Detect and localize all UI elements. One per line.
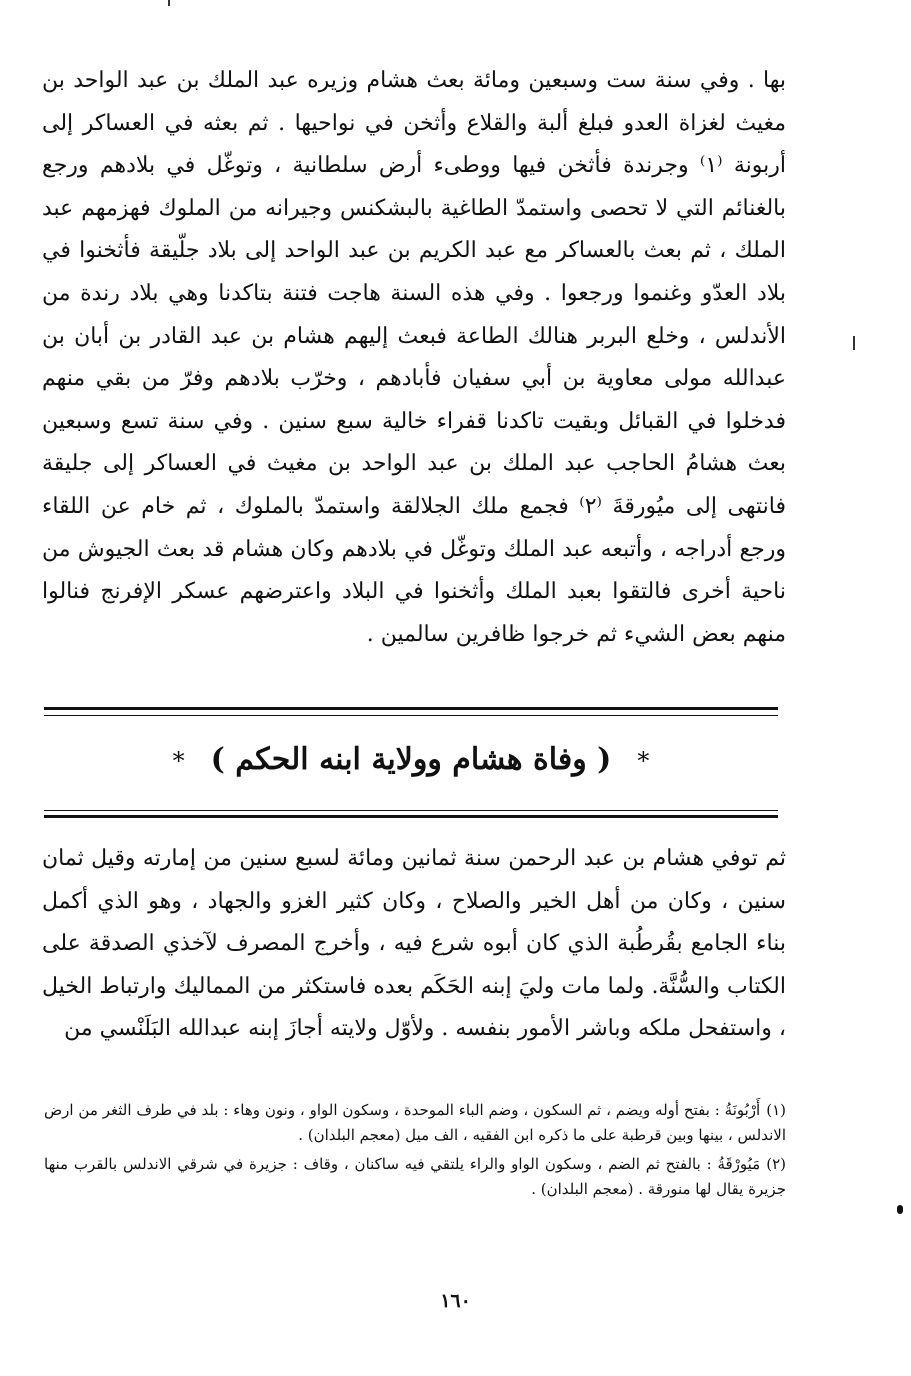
footnote-1	[44, 1098, 786, 1148]
heading-star-right: *	[637, 747, 650, 775]
heading-bottom-rule-thin	[44, 810, 778, 811]
heading-top-rule-thick	[44, 707, 778, 710]
footnote-2	[44, 1152, 786, 1202]
footnotes	[44, 1098, 786, 1206]
heading-bottom-rule-thick	[44, 815, 778, 818]
scan-dot-edge	[897, 1205, 903, 1214]
footnote-2-mark: (٢)	[766, 1155, 786, 1173]
body-paragraph-2: ثم توفي هشام بن عبد الرحمن سنة ثمانين ومائة لسبع سنين من إمارته وقيل ثمان سنين ، وكان من أهل الخير والصلاح ، وكان كثير الغزو والجهاد ، وهو الذي أكمل بناء الجامع بقُرطُبة الذي كان أبوه شرع فيه ، وأخرج المصرف لآخذي الصدقة على الكتاب والسُّنَّة. ولما مات وليَ إبنه الحَكَم بعده فاستكثر من المماليك وارتباط الخيل ، واستفحل ملكه وباشر الأمور بنفسه . ولأوّل ولايته أجازَ إبنه عبدالله البَلَنْسي من	[42, 846, 786, 1042]
footnote-1-text: أَرْبُونَةُ : بفتح أوله ويضم ، ثم السكون ، وضم الباء الموحدة ، وسكون الواو ، ونون وهاء : بلد في طرف الثغر من ارض الاندلس ، بينها وبين قرطبة على ما ذكره ابن الفقيه ، الف ميل (معجم البلدان) .	[44, 1101, 786, 1144]
footnote-2-text: مَيُورْقَةُ : بالفتح ثم الضم ، وسكون الواو والراء يلتقي فيه ساكنان ، وقاف : جزيرة في شرقي الاندلس بالقرب منها جزيرة يقال لها منورقة . (معجم البلدان) .	[44, 1155, 786, 1198]
section-heading	[44, 732, 778, 788]
scan-mark-top	[168, 0, 170, 6]
page-number: ١٦٠	[440, 1290, 471, 1312]
footnote-1-mark: (١)	[766, 1101, 786, 1119]
body-paragraph-1: بها . وفي سنة ست وسبعين ومائة بعث هشام وزيره عبد الملك بن عبد الواحد بن مغيث لغزاة العدو فبلغ ألبة والقلاع وأثخن في نواحيها . ثم بعثه في العساكر إلى أربونة ⁽١⁾ وجرندة فأثخن فيها ووطىء أرض سلطانية ، وتوغّل في بلادهم ورجع بالغنائم التي لا تحصى واستمدّ الطاغية بالبشكنس وجيرانه من الملوك فهزمهم عبد الملك ، ثم بعث بالعساكر مع عبد الكريم بن عبد الواحد إلى بلاد جلّيقة فأثخنوا في بلاد العدّو وغنموا ورجعوا . وفي هذه السنة هاجت فتنة بتاكدنا وهي بلاد رندة من الأندلس ، وخلع البربر هنالك الطاعة فبعث إليهم هشام بن عبد القادر بن أبان بن عبدالله مولى معاوية بن أبي سفيان فأبادهم ، وخرّب بلادهم وفرّ من بقي منهم فدخلوا في القبائل وبقيت تاكدنا قفراء خالية سبع سنين . وفي سنة تسع وسبعين بعث هشامُ الحاجب عبد الملك بن عبد الواحد بن مغيث في العساكر إلى جليقة فانتهى إلى ميُورقةَ ⁽٢⁾ فجمع ملك الجلالقة واستمدّ بالملوك ، ثم خام عن اللقاء ورجع أدراجه ، وأتبعه عبد الملك وتوغّل في بلادهم وكان هشام قد بعث الجيوش من ناحية أخرى فالتقوا بعبد الملك وأثخنوا في البلاد واعترضهم عسكر الإفرنج فنالوا منهم بعض الشيء ثم خرجوا ظافرين سالمين .	[42, 68, 787, 647]
scan-mark-margin	[853, 336, 855, 350]
heading-title: ( وفاة هشام وولاية ابنه الحكم )	[210, 742, 612, 777]
heading-top-rule-thin	[44, 715, 778, 716]
heading-star-left: *	[172, 747, 185, 775]
